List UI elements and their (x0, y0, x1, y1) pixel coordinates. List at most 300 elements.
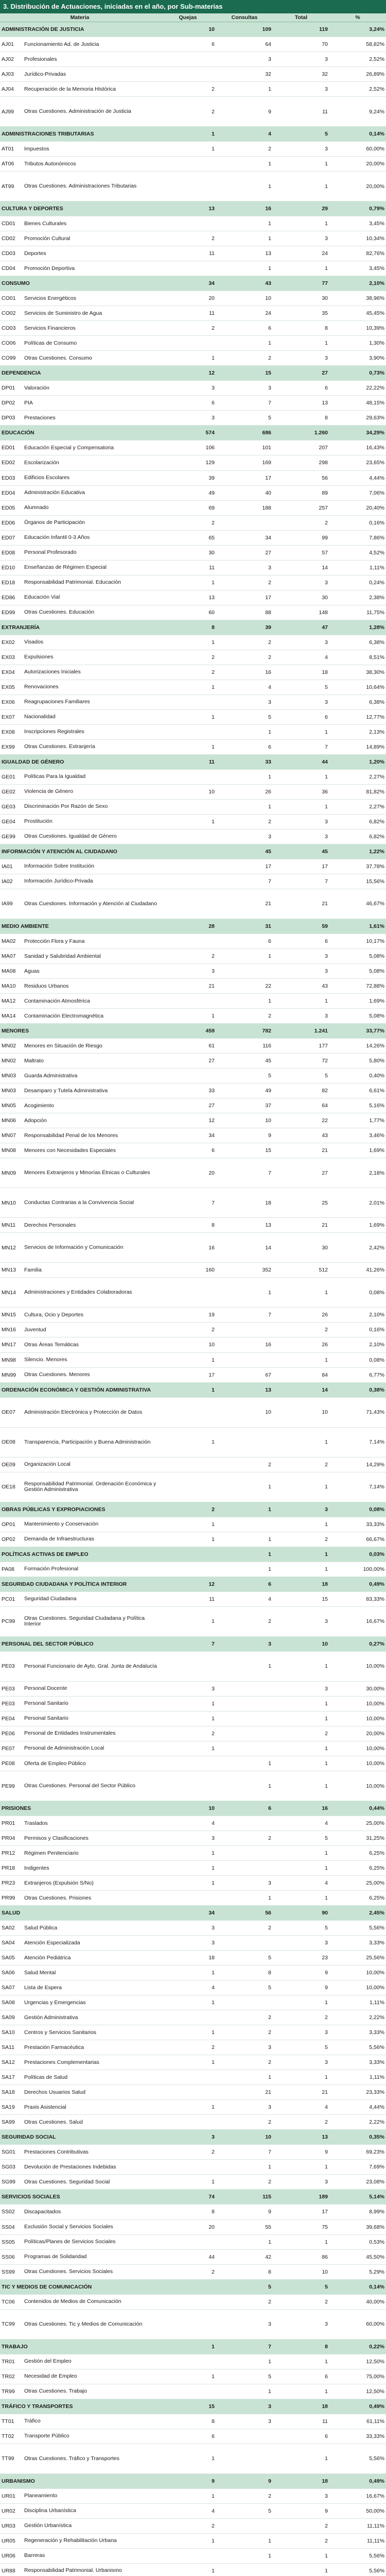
cell-quejas (160, 694, 216, 709)
cell-quejas: 7 (160, 1188, 216, 1218)
cell-total: 3 (273, 635, 329, 650)
cell-consultas: 1 (216, 769, 273, 784)
cell-total: 3 (273, 2175, 329, 2190)
cell-consultas: 1 (216, 2533, 273, 2548)
row-code: CD03 (0, 246, 23, 261)
table-row (0, 2309, 386, 2339)
cell-consultas: 13 (216, 1218, 273, 1233)
group-row (0, 2130, 386, 2145)
cell-consultas: 10 (216, 1113, 273, 1128)
row-code: CD02 (0, 231, 23, 246)
cell-percent: 0,14% (329, 127, 386, 142)
cell-quejas: 11 (160, 246, 216, 261)
cell-quejas: 65 (160, 530, 216, 545)
row-materia: Escolarización (23, 455, 160, 470)
cell-percent: 58,82% (329, 37, 386, 52)
row-code: ED03 (0, 470, 23, 485)
submaterias-table (0, 13, 386, 2576)
table-row (0, 1233, 386, 1263)
group-row (0, 754, 386, 769)
cell-total: 25 (273, 1188, 329, 1218)
cell-total: 189 (273, 2190, 329, 2205)
cell-quejas: 3 (160, 381, 216, 396)
row-materia: Tributos Autonómicos (23, 157, 160, 172)
cell-total: 3 (273, 231, 329, 246)
cell-consultas: 1 (216, 172, 273, 201)
table-row (0, 1771, 386, 1801)
cell-total: 35 (273, 306, 329, 321)
cell-consultas: 1 (216, 2070, 273, 2085)
cell-consultas: 6 (216, 321, 273, 336)
row-code: AJ99 (0, 97, 23, 127)
table-row (0, 2548, 386, 2563)
cell-total: 18 (273, 665, 329, 680)
table-row (0, 2145, 386, 2160)
cell-percent: 0,16% (329, 1323, 386, 1337)
cell-total: 9 (273, 2145, 329, 2160)
cell-percent: 82,76% (329, 246, 386, 261)
group-name: OBRAS PÚBLICAS Y EXPROPIACIONES (0, 1502, 160, 1517)
group-row (0, 1636, 386, 1651)
row-code: EX08 (0, 724, 23, 739)
table-row (0, 1965, 386, 1980)
row-materia: Derechos Usuarios Salud (23, 2085, 160, 2100)
table-row (0, 2369, 386, 2384)
cell-total: 16 (273, 1801, 329, 1816)
row-code: PE03 (0, 1651, 23, 1681)
row-materia: Personal de Entidades Instrumentales (23, 1726, 160, 1741)
cell-consultas: 27 (216, 545, 273, 560)
row-materia: Tráfico (23, 2414, 160, 2429)
cell-quejas: 1 (160, 1517, 216, 1532)
row-code: CO02 (0, 306, 23, 321)
group-name: DEPENDENCIA (0, 366, 160, 381)
cell-total: 15 (273, 1591, 329, 1606)
cell-consultas: 1 (216, 261, 273, 276)
cell-consultas: 4 (216, 680, 273, 694)
cell-total: 1 (273, 799, 329, 814)
cell-quejas: 20 (160, 1158, 216, 1188)
table-row (0, 1517, 386, 1532)
cell-percent: 2,22% (329, 2010, 386, 2025)
cell-consultas: 2 (216, 351, 273, 366)
table-row (0, 2205, 386, 2219)
cell-consultas: 15 (216, 1143, 273, 1158)
row-materia: Autorizaciones Iniciales (23, 665, 160, 680)
cell-total: 17 (273, 2205, 329, 2219)
row-materia: Políticas Para la Igualdad (23, 769, 160, 784)
cell-quejas: 19 (160, 1308, 216, 1323)
table-row (0, 1098, 386, 1113)
cell-total: 1 (273, 2548, 329, 2563)
row-materia: Disciplina Urbanística (23, 2503, 160, 2518)
group-row (0, 2399, 386, 2414)
cell-total: 47 (273, 620, 329, 635)
row-code: MA07 (0, 949, 23, 964)
row-materia: Educación Vial (23, 590, 160, 605)
cell-quejas: 17 (160, 1367, 216, 1382)
row-materia: Devolución de Prestaciones Indebidas (23, 2160, 160, 2175)
row-code: SS04 (0, 2219, 23, 2234)
cell-total: 10 (273, 1636, 329, 1651)
cell-consultas: 1 (216, 2160, 273, 2175)
row-code: TT02 (0, 2429, 23, 2444)
row-code: PR04 (0, 1831, 23, 1846)
row-materia: Otras Cuestiones. Igualdad de Género (23, 829, 160, 844)
cell-percent: 2,38% (329, 590, 386, 605)
cell-consultas: 2 (216, 635, 273, 650)
cell-total: 6 (273, 709, 329, 724)
table-row (0, 1158, 386, 1188)
row-materia: Otras Cuestiones. Trabajo (23, 2384, 160, 2399)
cell-total: 22 (273, 1113, 329, 1128)
row-materia: Expulsiones (23, 650, 160, 665)
cell-percent: 9,24% (329, 97, 386, 127)
cell-percent: 10,00% (329, 1980, 386, 1995)
row-code: PE03 (0, 1681, 23, 1696)
cell-percent: 25,00% (329, 1816, 386, 1831)
cell-percent: 20,00% (329, 172, 386, 201)
cell-percent: 0,08% (329, 1352, 386, 1367)
cell-percent: 1,28% (329, 620, 386, 635)
cell-quejas: 7 (160, 1636, 216, 1651)
row-code: ED10 (0, 560, 23, 575)
row-materia: Violencia de Género (23, 784, 160, 799)
cell-quejas: 74 (160, 2190, 216, 2205)
cell-percent: 1,11% (329, 2070, 386, 2085)
row-code: SA12 (0, 2055, 23, 2070)
cell-total: 21 (273, 1143, 329, 1158)
group-row (0, 1801, 386, 1816)
table-row (0, 261, 386, 276)
cell-quejas: 30 (160, 545, 216, 560)
cell-consultas: 8 (216, 2264, 273, 2279)
row-materia: Deportes (23, 246, 160, 261)
cell-percent: 15,56% (329, 874, 386, 889)
row-materia: Demanda de Infraestructuras (23, 1532, 160, 1547)
table-row (0, 2488, 386, 2503)
header-row (0, 13, 386, 22)
table-row (0, 799, 386, 814)
row-code: CO06 (0, 336, 23, 351)
cell-consultas (216, 1861, 273, 1876)
row-code: PR23 (0, 1876, 23, 1891)
cell-percent: 1,77% (329, 1113, 386, 1128)
group-name: MEDIO AMBIENTE (0, 919, 160, 934)
cell-total: 3 (273, 1502, 329, 1517)
cell-quejas (160, 1069, 216, 1083)
row-code: SA02 (0, 1921, 23, 1936)
cell-percent: 2,45% (329, 1906, 386, 1921)
cell-total: 3 (273, 949, 329, 964)
table-row (0, 1263, 386, 1278)
row-code: DP01 (0, 381, 23, 396)
cell-total: 5 (273, 680, 329, 694)
row-materia: Otras Áreas Temáticas (23, 1337, 160, 1352)
cell-percent: 7,06% (329, 485, 386, 500)
row-code: SA08 (0, 1995, 23, 2010)
cell-total: 8 (273, 321, 329, 336)
cell-percent: 0,38% (329, 1382, 386, 1397)
table-row (0, 321, 386, 336)
table-row (0, 2414, 386, 2429)
cell-quejas: 20 (160, 2219, 216, 2234)
row-materia: Salud Pública (23, 1921, 160, 1936)
cell-consultas: 16 (216, 1337, 273, 1352)
cell-consultas: 1 (216, 1547, 273, 1562)
row-code: GE99 (0, 829, 23, 844)
cell-percent: 6,25% (329, 1846, 386, 1861)
cell-total: 4 (273, 1816, 329, 1831)
row-code: PC99 (0, 1606, 23, 1636)
table-row (0, 97, 386, 127)
cell-consultas: 3 (216, 560, 273, 575)
cell-total: 298 (273, 455, 329, 470)
cell-percent: 14,29% (329, 1457, 386, 1472)
row-materia: Recuperación de la Memoria Histórica (23, 82, 160, 97)
table-row (0, 1308, 386, 1323)
cell-total: 1 (273, 1756, 329, 1771)
cell-consultas (216, 2444, 273, 2473)
table-row (0, 1532, 386, 1547)
cell-consultas: 21 (216, 2085, 273, 2100)
cell-quejas: 3 (160, 1936, 216, 1951)
cell-consultas: 169 (216, 455, 273, 470)
cell-percent: 1,30% (329, 336, 386, 351)
cell-total: 3 (273, 575, 329, 590)
table-row (0, 2175, 386, 2190)
cell-consultas: 5 (216, 2279, 273, 2294)
row-code: SA11 (0, 2040, 23, 2055)
cell-percent: 3,45% (329, 216, 386, 231)
group-row (0, 2339, 386, 2354)
row-materia: Reagrupaciones Familiares (23, 694, 160, 709)
header-quejas: Quejas (160, 13, 216, 22)
cell-total: 1 (273, 2563, 329, 2576)
table-row (0, 1054, 386, 1069)
cell-quejas (160, 1278, 216, 1308)
table-row (0, 470, 386, 485)
row-materia: Régimen Penitenciario (23, 1846, 160, 1861)
row-code: MN02 (0, 1054, 23, 1069)
row-code: IA01 (0, 859, 23, 874)
cell-quejas: 1 (160, 1965, 216, 1980)
cell-percent: 7,69% (329, 2160, 386, 2175)
row-materia: Enseñanzas de Régimen Especial (23, 560, 160, 575)
cell-percent: 6,38% (329, 694, 386, 709)
cell-consultas (216, 1995, 273, 2010)
cell-total: 2 (273, 2115, 329, 2130)
table-row (0, 1323, 386, 1337)
cell-quejas: 4 (160, 1816, 216, 1831)
cell-quejas: 2 (160, 650, 216, 665)
row-code: MN10 (0, 1188, 23, 1218)
table-row (0, 665, 386, 680)
cell-consultas: 34 (216, 530, 273, 545)
table-row (0, 814, 386, 829)
cell-percent: 0,14% (329, 2279, 386, 2294)
row-code: OE09 (0, 1457, 23, 1472)
cell-quejas: 8 (160, 620, 216, 635)
cell-quejas: 1 (160, 2488, 216, 2503)
cell-consultas (216, 2518, 273, 2533)
table-row (0, 500, 386, 515)
cell-total: 8 (273, 411, 329, 426)
cell-consultas: 3 (216, 2399, 273, 2414)
cell-percent: 10,00% (329, 1771, 386, 1801)
row-code: PE03 (0, 1696, 23, 1711)
cell-quejas: 33 (160, 1083, 216, 1098)
row-materia: Educación Especial y Compensatoria (23, 440, 160, 455)
row-code: MN15 (0, 1308, 23, 1323)
cell-consultas: 2 (216, 2115, 273, 2130)
table-row (0, 1651, 386, 1681)
cell-percent: 12,77% (329, 709, 386, 724)
row-code: PR01 (0, 1816, 23, 1831)
cell-percent: 0,49% (329, 2473, 386, 2488)
cell-consultas: 1 (216, 724, 273, 739)
cell-quejas (160, 67, 216, 82)
table-row (0, 709, 386, 724)
table-row (0, 590, 386, 605)
row-code: ED04 (0, 485, 23, 500)
cell-quejas: 10 (160, 1337, 216, 1352)
row-materia: Praxis Asistencial (23, 2100, 160, 2115)
cell-percent: 0,79% (329, 201, 386, 216)
cell-quejas: 1 (160, 575, 216, 590)
cell-percent: 11,11% (329, 2518, 386, 2533)
cell-consultas: 5 (216, 1951, 273, 1965)
row-code: UR06 (0, 2548, 23, 2563)
table-row (0, 1726, 386, 1741)
cell-consultas: 9 (216, 97, 273, 127)
row-materia: Prestaciones Contributivas (23, 2145, 160, 2160)
row-materia: Educación Infantil 0-3 Años (23, 530, 160, 545)
cell-quejas (160, 2160, 216, 2175)
cell-consultas: 116 (216, 1039, 273, 1054)
table-row (0, 964, 386, 979)
cell-total: 6 (273, 934, 329, 949)
cell-percent: 6,38% (329, 635, 386, 650)
table-row (0, 485, 386, 500)
row-code: MA08 (0, 964, 23, 979)
row-code: MN02 (0, 1039, 23, 1054)
cell-quejas: 12 (160, 366, 216, 381)
row-code: MN05 (0, 1098, 23, 1113)
cell-total: 1 (273, 2354, 329, 2369)
row-materia: Conductas Contrarias a la Convivencia Social (23, 1188, 160, 1218)
group-name: URBANISMO (0, 2473, 160, 2488)
cell-percent: 2,52% (329, 82, 386, 97)
cell-total: 5 (273, 1831, 329, 1846)
group-row (0, 2473, 386, 2488)
row-materia: Otras Cuestiones. Educación (23, 605, 160, 620)
row-materia: Planeamiento (23, 2488, 160, 2503)
cell-quejas (160, 216, 216, 231)
cell-consultas: 1 (216, 1891, 273, 1906)
header-total: Total (273, 13, 329, 22)
cell-quejas: 3 (160, 1831, 216, 1846)
cell-total: 2 (273, 1323, 329, 1337)
cell-percent: 3,33% (329, 2025, 386, 2040)
table-row (0, 724, 386, 739)
cell-quejas: 3 (160, 1921, 216, 1936)
cell-total: 72 (273, 1054, 329, 1069)
cell-percent: 23,08% (329, 2175, 386, 2190)
row-code: MN13 (0, 1263, 23, 1278)
cell-total: 11 (273, 97, 329, 127)
cell-consultas: 42 (216, 2249, 273, 2264)
cell-quejas: 69 (160, 500, 216, 515)
group-name: SEGURIDAD SOCIAL (0, 2130, 160, 2145)
cell-quejas: 2 (160, 231, 216, 246)
row-code: EX99 (0, 739, 23, 754)
table-row (0, 1921, 386, 1936)
table-row (0, 859, 386, 874)
table-row (0, 530, 386, 545)
table-row (0, 2384, 386, 2399)
row-code: MN07 (0, 1128, 23, 1143)
row-code: AT99 (0, 172, 23, 201)
cell-percent: 10,00% (329, 1756, 386, 1771)
cell-total: 3 (273, 814, 329, 829)
cell-consultas (216, 1846, 273, 1861)
table-row (0, 1846, 386, 1861)
cell-consultas (216, 1517, 273, 1532)
cell-consultas: 43 (216, 276, 273, 291)
cell-consultas: 26 (216, 784, 273, 799)
cell-percent: 60,00% (329, 2309, 386, 2339)
table-row (0, 2234, 386, 2249)
cell-total: 3 (273, 1681, 329, 1696)
cell-total: 64 (273, 1098, 329, 1113)
row-materia: Otras Cuestiones. Información y Atención al Ciudadano (23, 889, 160, 919)
table-row (0, 455, 386, 470)
cell-total: 1 (273, 2070, 329, 2085)
cell-quejas: 20 (160, 291, 216, 306)
row-materia: Aguas (23, 964, 160, 979)
group-row (0, 1382, 386, 1397)
cell-percent: 0,16% (329, 515, 386, 530)
cell-total: 3 (273, 1936, 329, 1951)
cell-consultas: 3 (216, 52, 273, 67)
row-code: SS06 (0, 2249, 23, 2264)
cell-total: 1 (273, 1427, 329, 1457)
row-materia: Prostitución (23, 814, 160, 829)
group-name: SALUD (0, 1906, 160, 1921)
cell-percent: 7,86% (329, 530, 386, 545)
cell-percent: 1,22% (329, 844, 386, 859)
row-materia: Responsabilidad Penal de los Menores (23, 1128, 160, 1143)
table-row (0, 440, 386, 455)
table-row (0, 1427, 386, 1457)
cell-consultas: 22 (216, 979, 273, 994)
cell-quejas: 3 (160, 411, 216, 426)
row-code: UR03 (0, 2518, 23, 2533)
cell-consultas: 5 (216, 1069, 273, 1083)
cell-quejas: 18 (160, 1951, 216, 1965)
cell-percent: 25,00% (329, 1876, 386, 1891)
cell-quejas (160, 1457, 216, 1472)
cell-consultas: 1 (216, 1502, 273, 1517)
table-row (0, 1143, 386, 1158)
cell-total: 148 (273, 605, 329, 620)
cell-quejas (160, 2234, 216, 2249)
row-materia: Otras Cuestiones. Menores (23, 1367, 160, 1382)
cell-consultas: 17 (216, 859, 273, 874)
row-materia: Menores en Situación de Riesgo (23, 1039, 160, 1054)
row-materia: Traslados (23, 1816, 160, 1831)
